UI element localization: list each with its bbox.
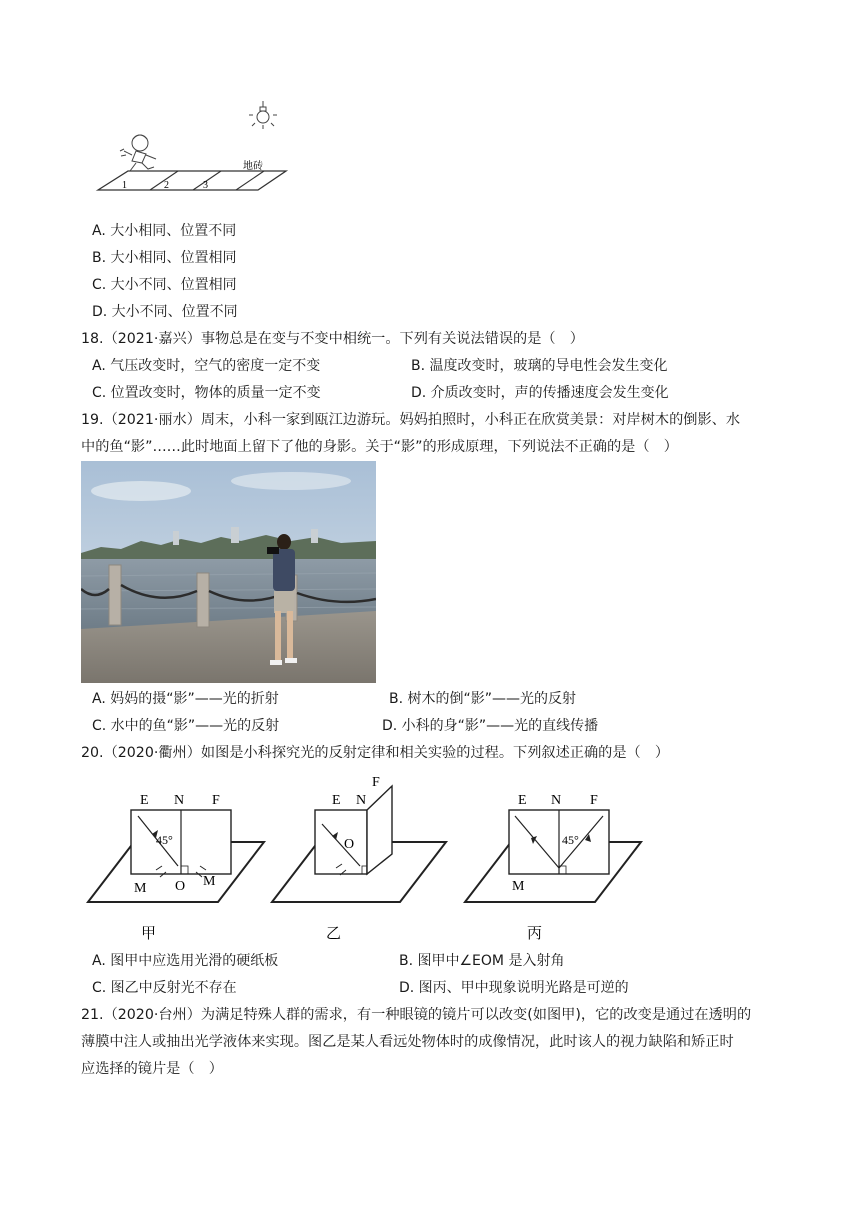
bing-label-m: M bbox=[512, 879, 525, 894]
q21-stem-line1: 21.（2020·台州）为满足特殊人群的需求，有一种眼镜的镜片可以改变(如图甲)，它的改变是通过在透明的 bbox=[81, 1007, 752, 1023]
q20-option-c: C. 图乙中反射光不存在 bbox=[92, 980, 237, 996]
jia-label-e: E bbox=[140, 793, 149, 808]
q20-option-d: D. 图丙、甲中现象说明光路是可逆的 bbox=[399, 980, 629, 996]
floor-tile-label: 地砖 bbox=[243, 161, 263, 172]
yi-label-o: O bbox=[344, 837, 355, 852]
bing-label-e: E bbox=[518, 793, 527, 808]
jia-label-o: O bbox=[175, 879, 186, 894]
q19-option-b: B. 树木的倒“影”——光的反射 bbox=[389, 691, 577, 707]
jia-angle-label: 45° bbox=[156, 833, 173, 847]
q17-option-a: A. 大小相同、位置不同 bbox=[92, 223, 237, 239]
q17-figure bbox=[88, 95, 298, 200]
yi-caption: 乙 bbox=[326, 924, 342, 942]
q17-option-d: D. 大小不同、位置不同 bbox=[92, 304, 238, 320]
q18-option-a: A. 气压改变时，空气的密度一定不变 bbox=[92, 358, 321, 374]
jia-label-n: N bbox=[174, 793, 185, 808]
bing-label-n: N bbox=[551, 793, 562, 808]
running-child-icon bbox=[120, 135, 156, 171]
q21-stem-line2: 薄膜中注人或抽出光学液体来实现。图乙是某人看远处物体时的成像情况，此时该人的视力缺陷和矫正时 bbox=[81, 1034, 734, 1050]
q17-option-b: B. 大小相同、位置相同 bbox=[92, 250, 237, 266]
q20-option-b: B. 图甲中∠EOM 是入射角 bbox=[399, 953, 565, 969]
jia-caption: 甲 bbox=[141, 924, 157, 942]
q19-option-d: D. 小科的身“影”——光的直线传播 bbox=[382, 718, 599, 734]
q18-stem: 18.（2021·嘉兴）事物总是在变与不变中相统一。下列有关说法错误的是（ ） bbox=[81, 331, 584, 347]
jia-label-m-left: M bbox=[134, 881, 147, 896]
q21-stem-line3: 应选择的镜片是（ ） bbox=[81, 1061, 223, 1077]
jia-label-m-right: M bbox=[203, 874, 216, 889]
q18-option-d: D. 介质改变时，声的传播速度会发生变化 bbox=[411, 385, 669, 401]
jia-label-f: F bbox=[212, 793, 220, 808]
q18-option-b: B. 温度改变时，玻璃的导电性会发生变化 bbox=[411, 358, 668, 374]
yi-label-e: E bbox=[332, 793, 341, 808]
reflection-diagram-jia bbox=[86, 780, 270, 950]
riverside-photo bbox=[81, 461, 376, 683]
q19-stem-line1: 19.（2021·丽水）周末，小科一家到瓯江边游玩。妈妈拍照时，小科正在欣赏美景：对岸树木的倒影、水 bbox=[81, 412, 741, 428]
reflection-diagram-bing bbox=[463, 780, 647, 950]
bing-caption: 丙 bbox=[527, 924, 543, 942]
q19-option-a: A. 妈妈的摄“影”——光的折射 bbox=[92, 691, 279, 707]
q17-option-c: C. 大小不同、位置相同 bbox=[92, 277, 237, 293]
yi-label-n: N bbox=[356, 793, 367, 808]
bing-label-f: F bbox=[590, 793, 598, 808]
q19-stem-line2: 中的鱼“影”……此时地面上留下了他的身影。关于“影”的形成原理，下列说法不正确的是（ ） bbox=[81, 439, 678, 455]
light-bulb-icon bbox=[249, 101, 277, 129]
tile-number-1: 1 bbox=[122, 180, 127, 191]
q19-option-c: C. 水中的鱼“影”——光的反射 bbox=[92, 718, 280, 734]
q20-stem: 20.（2020·衢州）如图是小科探究光的反射定律和相关实验的过程。下列叙述正确的是（ ） bbox=[81, 745, 670, 761]
q18-option-c: C. 位置改变时，物体的质量一定不变 bbox=[92, 385, 321, 401]
q20-option-a: A. 图甲中应选用光滑的硬纸板 bbox=[92, 953, 279, 969]
reflection-diagram-yi bbox=[270, 772, 450, 950]
yi-label-f: F bbox=[372, 775, 380, 790]
tile-number-2: 2 bbox=[164, 180, 169, 191]
tile-number-3: 3 bbox=[203, 180, 208, 191]
bing-angle-label: 45° bbox=[562, 833, 579, 847]
